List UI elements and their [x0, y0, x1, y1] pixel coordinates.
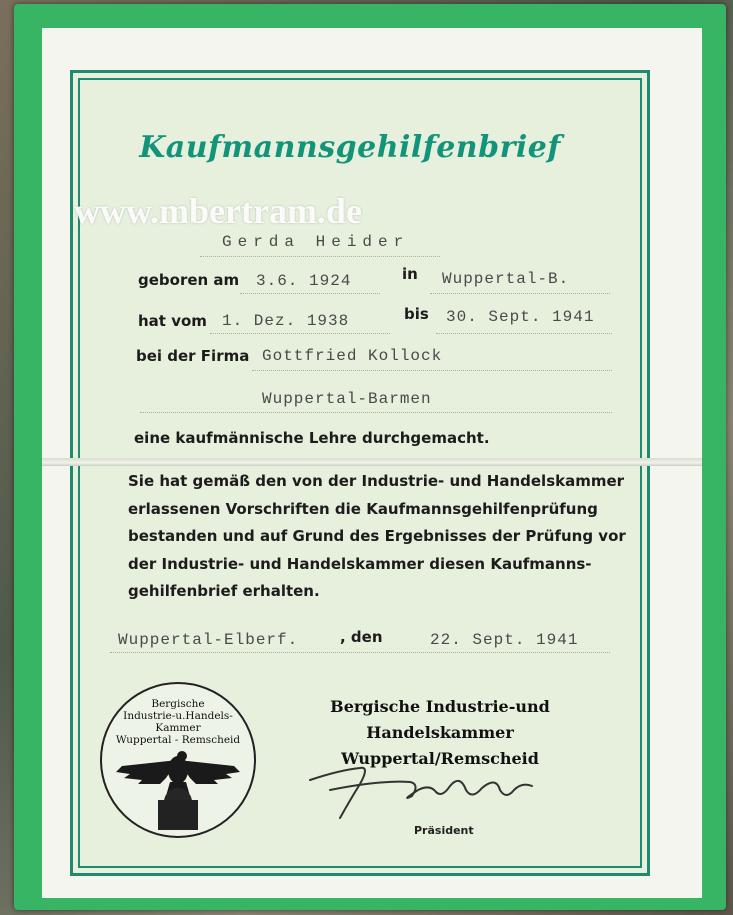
paragraph-line: erlassenen Vorschriften die Kaufmannsgehilfenprüfung: [128, 499, 598, 518]
period-to-underline: [436, 333, 612, 334]
period-from-label: hat vom: [138, 312, 207, 330]
firm-label: bei der Firma: [136, 347, 250, 365]
firm-name-underline: [252, 370, 612, 371]
paragraph-line: Sie hat gemäß den von der Industrie- und Handelskammer: [128, 472, 625, 490]
page-fold: [42, 458, 702, 466]
qualification-paragraph: [128, 468, 626, 606]
in-label: in: [402, 265, 418, 283]
born-place: Wuppertal-B.: [442, 270, 570, 288]
chamber-line-2: Wuppertal/Remscheid: [341, 749, 539, 768]
paragraph-line: der Industrie- und Handelskammer diesen Kaufmanns-: [128, 554, 592, 573]
period-from-underline: [210, 333, 390, 334]
period-to-label: bis: [404, 305, 429, 323]
seal-text: Bergische Industrie-u.Handels- Kammer Wuppertal - Remscheid: [115, 698, 241, 746]
paragraph-line: gehilfenbrief erhalten.: [128, 582, 320, 600]
watermark-text: www.mbertram.de: [74, 191, 362, 231]
president-label: Präsident: [414, 824, 474, 837]
firm-name: Gottfried Kollock: [262, 347, 443, 365]
apprenticeship-line: eine kaufmännische Lehre durchgemacht.: [134, 429, 490, 447]
born-date-underline: [240, 293, 380, 294]
official-seal: [100, 682, 256, 838]
issue-underline: [110, 652, 610, 653]
certificate-title: Kaufmannsgehilfenbrief: [139, 130, 561, 165]
born-label: geboren am: [138, 271, 240, 289]
paragraph-line: bestanden und auf Grund des Ergebnisses der Prüfung vor: [128, 527, 626, 545]
chamber-line-1: Bergische Industrie-und Handelskammer: [330, 697, 550, 742]
issue-place: Wuppertal-Elberf.: [118, 631, 299, 649]
name-underline: [200, 256, 440, 257]
eagle-emblem-icon: [102, 746, 254, 846]
holder-name: Gerda Heider: [222, 233, 410, 251]
born-place-underline: [430, 293, 610, 294]
firm-city: Wuppertal-Barmen: [262, 390, 432, 408]
period-from: 1. Dez. 1938: [222, 312, 350, 330]
issue-date: 22. Sept. 1941: [430, 631, 579, 649]
period-to: 30. Sept. 1941: [446, 308, 595, 326]
firm-city-underline: [140, 412, 612, 413]
den-label: , den: [340, 628, 383, 646]
born-date: 3.6. 1924: [256, 272, 352, 290]
